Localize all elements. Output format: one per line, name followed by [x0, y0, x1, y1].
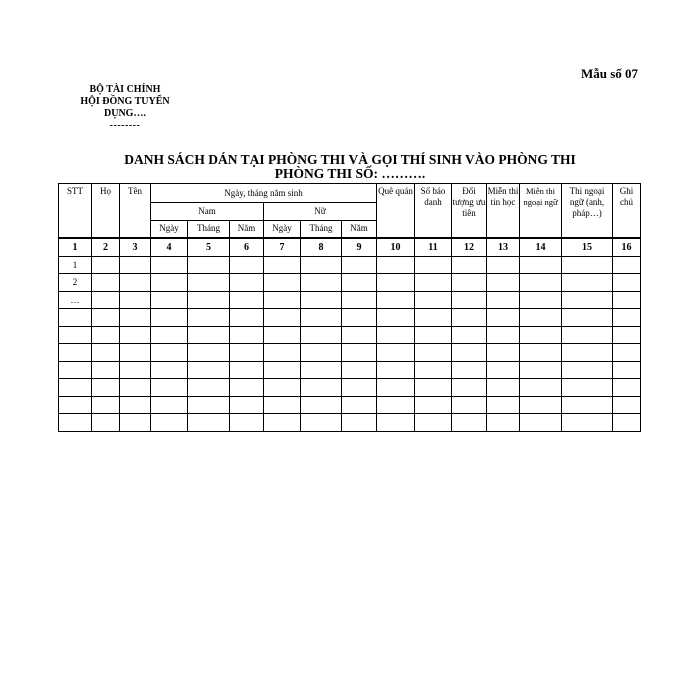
table-cell[interactable]	[301, 291, 342, 309]
stt-cell[interactable]	[59, 379, 92, 397]
column-number: 6	[230, 238, 264, 257]
table-cell[interactable]	[120, 379, 151, 397]
column-number: 2	[92, 238, 120, 257]
table-cell[interactable]	[120, 326, 151, 344]
header-female-day: Ngày	[264, 221, 301, 238]
table-cell[interactable]	[264, 326, 301, 344]
table-cell[interactable]	[120, 361, 151, 379]
document-title	[0, 153, 700, 181]
table-cell[interactable]	[562, 274, 613, 292]
table-cell[interactable]	[342, 291, 377, 309]
table-cell[interactable]	[377, 396, 415, 414]
table-row	[59, 256, 641, 274]
table-cell[interactable]	[230, 379, 264, 397]
table-cell[interactable]	[415, 361, 452, 379]
table-cell[interactable]	[264, 291, 301, 309]
table-cell[interactable]	[562, 361, 613, 379]
table-body	[59, 256, 641, 431]
table-cell[interactable]	[92, 309, 120, 327]
table-cell[interactable]	[452, 379, 487, 397]
table-cell[interactable]	[342, 344, 377, 362]
header-female: Nữ	[264, 203, 377, 221]
header-mien-ngoai-ngu: Miễn thi ngoại ngữ	[520, 184, 562, 238]
table-cell[interactable]	[487, 414, 520, 432]
header-male-month: Tháng	[188, 221, 230, 238]
table-cell[interactable]	[151, 291, 188, 309]
table-cell[interactable]	[377, 256, 415, 274]
header-stt: STT	[59, 184, 92, 238]
table-cell[interactable]	[188, 274, 230, 292]
table-cell[interactable]	[562, 256, 613, 274]
column-number-row	[59, 238, 641, 257]
stt-cell[interactable]	[59, 344, 92, 362]
table-cell[interactable]	[188, 309, 230, 327]
table-cell[interactable]	[377, 291, 415, 309]
table-cell[interactable]	[415, 379, 452, 397]
column-number: 12	[452, 238, 487, 257]
table-cell[interactable]	[520, 344, 562, 362]
table-row	[59, 379, 641, 397]
table-cell[interactable]	[520, 379, 562, 397]
table-cell[interactable]	[342, 274, 377, 292]
table-cell[interactable]	[230, 361, 264, 379]
org-line-1: BỘ TÀI CHÍNH	[89, 84, 161, 95]
table-cell[interactable]	[377, 414, 415, 432]
table-cell[interactable]	[230, 414, 264, 432]
table-row	[59, 326, 641, 344]
table-cell[interactable]	[487, 309, 520, 327]
table-row	[59, 361, 641, 379]
table-cell[interactable]	[520, 326, 562, 344]
column-number: 14	[520, 238, 562, 257]
table-cell[interactable]	[301, 379, 342, 397]
table-row	[59, 344, 641, 362]
table-cell[interactable]	[342, 309, 377, 327]
stt-cell[interactable]: …	[59, 291, 92, 309]
table-cell[interactable]	[613, 326, 641, 344]
column-number: 1	[59, 238, 92, 257]
table-cell[interactable]	[415, 274, 452, 292]
table-cell[interactable]	[151, 414, 188, 432]
table-cell[interactable]	[151, 379, 188, 397]
table-cell[interactable]	[120, 396, 151, 414]
table-cell[interactable]	[120, 344, 151, 362]
table-cell[interactable]	[562, 379, 613, 397]
table-cell[interactable]	[92, 379, 120, 397]
table-cell[interactable]	[230, 274, 264, 292]
column-number: 3	[120, 238, 151, 257]
table-cell[interactable]	[415, 396, 452, 414]
table-cell[interactable]	[120, 256, 151, 274]
table-cell[interactable]	[342, 256, 377, 274]
table-cell[interactable]	[377, 274, 415, 292]
table-cell[interactable]	[452, 344, 487, 362]
table-cell[interactable]	[120, 274, 151, 292]
column-number: 11	[415, 238, 452, 257]
table-cell[interactable]	[120, 414, 151, 432]
table-cell[interactable]	[487, 396, 520, 414]
table-cell[interactable]	[151, 361, 188, 379]
table-cell[interactable]	[613, 274, 641, 292]
stt-cell[interactable]	[59, 361, 92, 379]
table-cell[interactable]	[415, 344, 452, 362]
table-cell[interactable]	[342, 379, 377, 397]
header-date-of-birth: Ngày, tháng năm sinh	[151, 184, 377, 203]
table-cell[interactable]	[151, 274, 188, 292]
table-cell[interactable]	[151, 256, 188, 274]
table-cell[interactable]	[613, 361, 641, 379]
table-cell[interactable]	[377, 309, 415, 327]
table-cell[interactable]	[377, 344, 415, 362]
table-cell[interactable]	[377, 326, 415, 344]
table-cell[interactable]	[92, 291, 120, 309]
table-cell[interactable]	[301, 326, 342, 344]
column-number: 16	[613, 238, 641, 257]
table-cell[interactable]	[188, 396, 230, 414]
table-cell[interactable]	[377, 361, 415, 379]
header-female-year: Năm	[342, 221, 377, 238]
table-cell[interactable]	[520, 414, 562, 432]
table-cell[interactable]	[264, 256, 301, 274]
table-cell[interactable]	[188, 344, 230, 362]
table-cell[interactable]	[562, 414, 613, 432]
table-cell[interactable]	[264, 396, 301, 414]
table-cell[interactable]	[562, 291, 613, 309]
column-number: 10	[377, 238, 415, 257]
table-cell[interactable]	[613, 414, 641, 432]
table-cell[interactable]	[487, 291, 520, 309]
table-cell[interactable]	[264, 361, 301, 379]
table-cell[interactable]	[264, 414, 301, 432]
table-cell[interactable]	[613, 396, 641, 414]
table-cell[interactable]	[487, 361, 520, 379]
table-cell[interactable]	[452, 361, 487, 379]
header-male-day: Ngày	[151, 221, 188, 238]
table-cell[interactable]	[301, 396, 342, 414]
table-cell[interactable]	[415, 256, 452, 274]
table-cell[interactable]	[188, 326, 230, 344]
column-number: 7	[264, 238, 301, 257]
stt-cell[interactable]	[59, 414, 92, 432]
table-cell[interactable]	[415, 291, 452, 309]
organization-header	[70, 84, 180, 132]
org-line-3: DỤNG….	[104, 108, 146, 119]
header-que-quan: Quê quán	[377, 184, 415, 238]
table-cell[interactable]	[92, 274, 120, 292]
table-cell[interactable]	[452, 396, 487, 414]
table-cell[interactable]	[264, 344, 301, 362]
table-cell[interactable]	[92, 414, 120, 432]
table-cell[interactable]	[613, 344, 641, 362]
table-cell[interactable]	[452, 309, 487, 327]
header-ten: Tên	[120, 184, 151, 238]
table-cell[interactable]	[487, 256, 520, 274]
column-number: 4	[151, 238, 188, 257]
header-female-month: Tháng	[301, 221, 342, 238]
form-number: Mẫu số 07	[580, 66, 638, 81]
table-cell[interactable]	[151, 344, 188, 362]
table-cell[interactable]	[264, 309, 301, 327]
table-cell[interactable]	[92, 326, 120, 344]
table-cell[interactable]	[120, 291, 151, 309]
table-cell[interactable]	[487, 326, 520, 344]
table-cell[interactable]	[92, 344, 120, 362]
table-cell[interactable]	[230, 256, 264, 274]
header-male: Nam	[151, 203, 264, 221]
table-cell[interactable]	[377, 379, 415, 397]
table-cell[interactable]	[452, 291, 487, 309]
stt-cell[interactable]: 2	[59, 274, 92, 292]
header-male-year: Năm	[230, 221, 264, 238]
table-cell[interactable]	[520, 274, 562, 292]
column-number: 13	[487, 238, 520, 257]
table-cell[interactable]	[188, 291, 230, 309]
table-cell[interactable]	[151, 326, 188, 344]
column-number: 8	[301, 238, 342, 257]
table-cell[interactable]	[452, 414, 487, 432]
table-cell[interactable]	[301, 344, 342, 362]
table-cell[interactable]	[452, 326, 487, 344]
stt-cell[interactable]: 1	[59, 256, 92, 274]
table-cell[interactable]	[562, 309, 613, 327]
table-row	[59, 414, 641, 432]
candidate-table	[58, 183, 641, 432]
table-cell[interactable]	[562, 326, 613, 344]
table-cell[interactable]	[92, 361, 120, 379]
table-cell[interactable]	[520, 291, 562, 309]
table-cell[interactable]	[415, 309, 452, 327]
table-cell[interactable]	[151, 396, 188, 414]
table-cell[interactable]	[230, 396, 264, 414]
table-cell[interactable]	[520, 256, 562, 274]
table-cell[interactable]	[452, 256, 487, 274]
table-cell[interactable]	[487, 344, 520, 362]
header-mien-tin-hoc: Miễn thi tin học	[487, 184, 520, 238]
table-cell[interactable]	[342, 326, 377, 344]
table-cell[interactable]	[613, 256, 641, 274]
table-cell[interactable]	[613, 379, 641, 397]
table-cell[interactable]	[264, 379, 301, 397]
stt-cell[interactable]	[59, 309, 92, 327]
column-number: 15	[562, 238, 613, 257]
table-cell[interactable]	[92, 256, 120, 274]
table-cell[interactable]	[92, 396, 120, 414]
table-cell[interactable]	[487, 274, 520, 292]
table-cell[interactable]	[342, 414, 377, 432]
header-doi-tuong: Đối tượng ưu tiên	[452, 184, 487, 238]
column-number: 5	[188, 238, 230, 257]
table-cell[interactable]	[520, 396, 562, 414]
table-cell[interactable]	[301, 274, 342, 292]
stt-cell[interactable]	[59, 396, 92, 414]
table-cell[interactable]	[188, 361, 230, 379]
stt-cell[interactable]	[59, 326, 92, 344]
table-row	[59, 291, 641, 309]
table-cell[interactable]	[562, 344, 613, 362]
table-cell[interactable]	[562, 396, 613, 414]
title-line-2: PHÒNG THI SỐ: ……….	[274, 166, 426, 181]
table-cell[interactable]	[301, 309, 342, 327]
table-cell[interactable]	[230, 344, 264, 362]
table-cell[interactable]	[188, 379, 230, 397]
header-ghi-chu: Ghi chú	[613, 184, 641, 238]
org-divider: --------	[109, 120, 141, 131]
table-cell[interactable]	[487, 379, 520, 397]
table-cell[interactable]	[301, 361, 342, 379]
table-cell[interactable]	[264, 274, 301, 292]
table-cell[interactable]	[230, 326, 264, 344]
table-row	[59, 309, 641, 327]
table-cell[interactable]	[342, 361, 377, 379]
table-cell[interactable]	[188, 256, 230, 274]
table-cell[interactable]	[613, 291, 641, 309]
title-line-1: DANH SÁCH DÁN TẠI PHÒNG THI VÀ GỌI THÍ SINH VÀO PHÒNG THI	[124, 152, 576, 167]
header-so-bao-danh: Số báo danh	[415, 184, 452, 238]
table-cell[interactable]	[151, 309, 188, 327]
table-cell[interactable]	[230, 309, 264, 327]
table-cell[interactable]	[520, 309, 562, 327]
table-row	[59, 396, 641, 414]
table-row	[59, 274, 641, 292]
org-line-2: HỘI ĐỒNG TUYỂN	[80, 96, 170, 107]
table-cell[interactable]	[342, 396, 377, 414]
header-thi-ngoai-ngu: Thi ngoại ngữ (anh, pháp…)	[562, 184, 613, 238]
table-cell[interactable]	[188, 414, 230, 432]
table-cell[interactable]	[613, 309, 641, 327]
table-cell[interactable]	[301, 256, 342, 274]
header-ho: Họ	[92, 184, 120, 238]
table-cell[interactable]	[120, 309, 151, 327]
table-cell[interactable]	[230, 291, 264, 309]
table-cell[interactable]	[415, 414, 452, 432]
table-cell[interactable]	[452, 274, 487, 292]
table-cell[interactable]	[415, 326, 452, 344]
table-cell[interactable]	[301, 414, 342, 432]
column-number: 9	[342, 238, 377, 257]
table-cell[interactable]	[520, 361, 562, 379]
